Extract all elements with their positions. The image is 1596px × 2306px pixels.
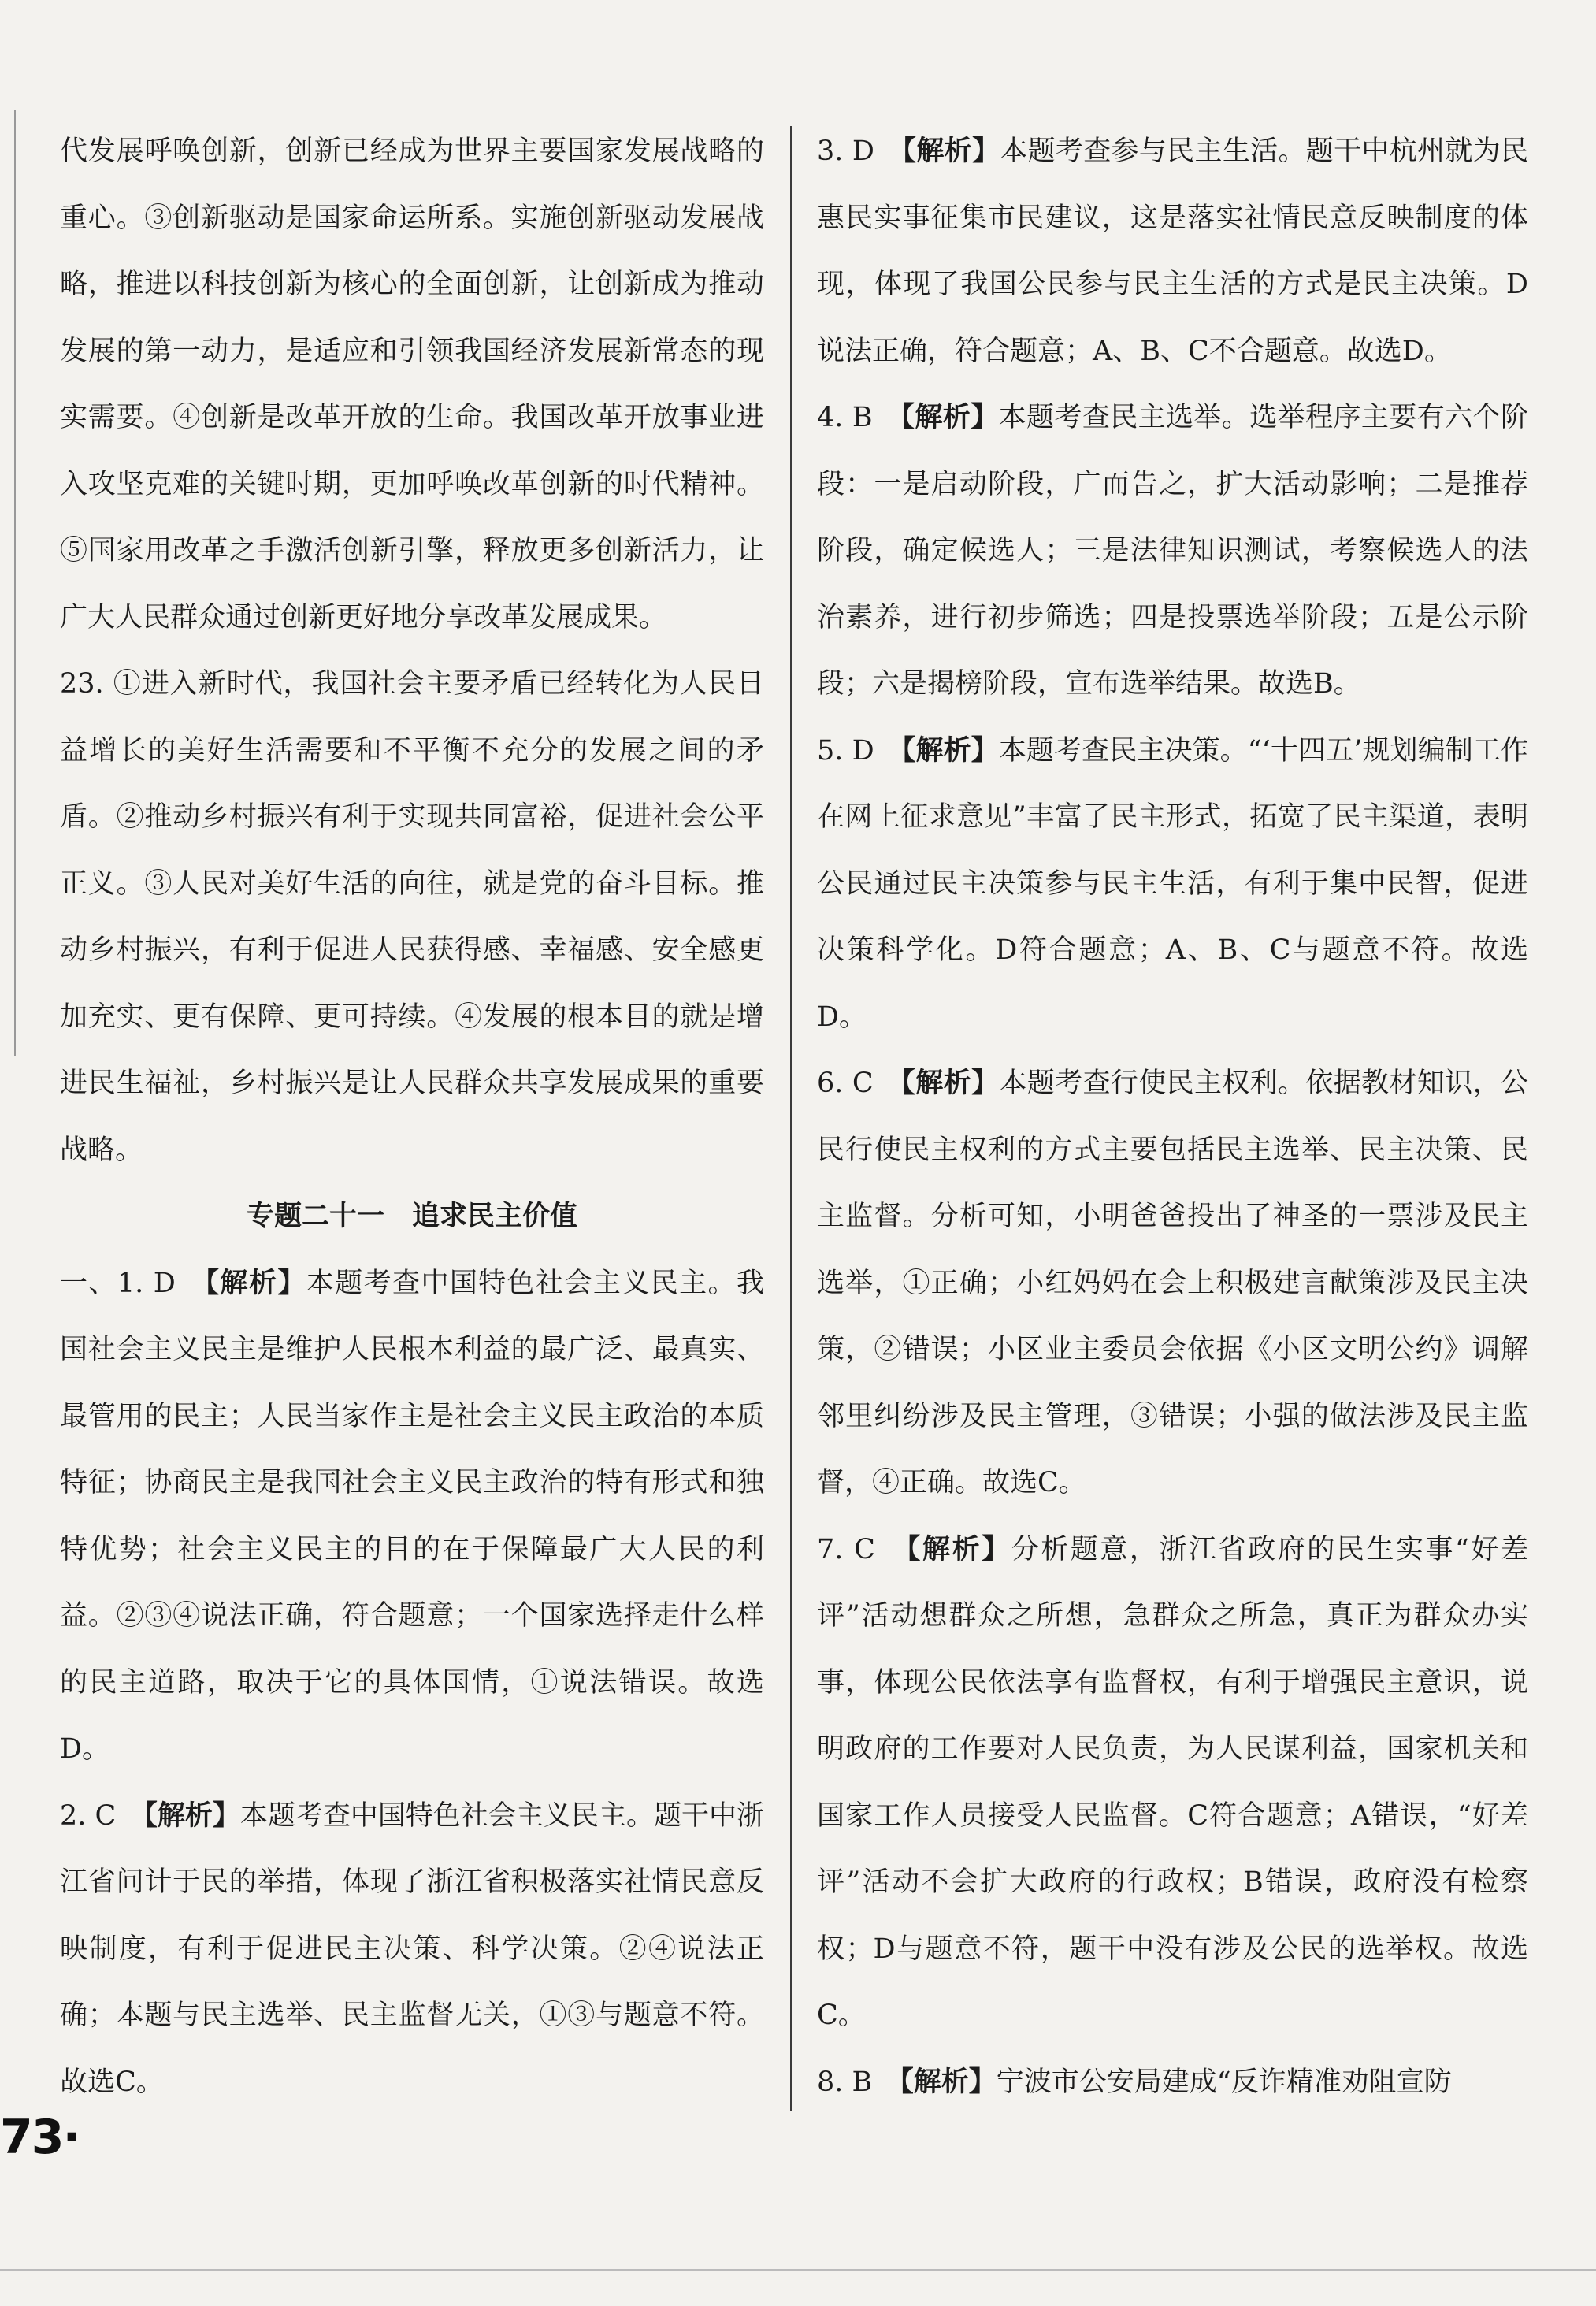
- analysis-tag: 【解析】: [900, 2066, 997, 2098]
- answer-item: 5. D 【解析】本题考查民主决策。“‘十四五’规划编制工作在网上征求意见”丰富了民主形式，拓宽了民主渠道，表明公民通过民主决策参与民主生活，有利于集中民智，促进决策科学化。D符合题意；A、B、C与题意不符。故选D。: [817, 734, 1528, 1033]
- analysis-tag: 【解析】: [900, 402, 999, 433]
- section-heading: 专题二十一 追求民主价值: [246, 1201, 577, 1232]
- analysis-tag: 【解析】: [902, 136, 1000, 167]
- answer-item: 3. D 【解析】本题考查参与民主生活。题干中杭州就为民惠民实事征集市民建议，这是落实社情民意反映制度的体现，体现了我国公民参与民主生活的方式是民主决策。D说法正确，符合题意；A、B、C不合题意。故选D。: [817, 136, 1528, 367]
- page-number: 73·: [0, 2110, 80, 2165]
- paragraph: 代发展呼唤创新，创新已经成为世界主要国家发展战略的重心。③创新驱动是国家命运所系。实施创新驱动发展战略，推进以科技创新为核心的全面创新，让创新成为推动发展的第一动力，是适应和引领我国经济发展新常态的现实需要。④创新是改革开放的生命。我国改革开放事业进入攻坚克难的关键时期，更加呼唤改革创新的时代精神。⑤国家用改革之手激活创新引擎，释放更多创新活力，让广大人民群众通过创新更好地分享改革发展成果。: [60, 136, 764, 633]
- analysis-tag: 【解析】: [205, 1267, 306, 1299]
- column-divider: [790, 126, 792, 2111]
- answer-item: 2. C 【解析】本题考查中国特色社会主义民主。题干中浙江省问计于民的举措，体现了浙江省积极落实社情民意反映制度，有利于促进民主决策、科学决策。②④说法正确；本题与民主选举、民主监督无关，①③与题意不符。故选C。: [60, 1799, 764, 2098]
- answer-item: 4. B 【解析】本题考查民主选举。选举程序主要有六个阶段：一是启动阶段，广而告之，扩大活动影响；二是推荐阶段，确定候选人；三是法律知识测试，考察候选人的法治素养，进行初步筛选；四是投票选举阶段；五是公示阶段；六是揭榜阶段，宣布选举结果。故选B。: [817, 402, 1528, 700]
- paragraph: 23. ①进入新时代，我国社会主要矛盾已经转化为人民日益增长的美好生活需要和不平衡不充分的发展之间的矛盾。②推动乡村振兴有利于实现共同富裕，促进社会公平正义。③人民对美好生活的向往，就是党的奋斗目标。推动乡村振兴，有利于促进人民获得感、幸福感、安全感更加充实、更有保障、更可持续。④发展的根本目的就是增进民生福祉，乡村振兴是让人民群众共享发展成果的重要战略。: [60, 668, 764, 1166]
- analysis-tag: 【解析】: [901, 734, 999, 767]
- analysis-tag: 【解析】: [143, 1799, 240, 1832]
- left-column: [60, 118, 764, 2115]
- answer-item: 6. C 【解析】本题考查行使民主权利。依据教材知识，公民行使民主权利的方式主要包括民主选举、民主决策、民主监督。分析可知，小明爸爸投出了神圣的一票涉及民主选举，①正确；小红妈妈在会上积极建言献策涉及民主决策，②错误；小区业主委员会依据《小区文明公约》调解邻里纠纷涉及民主管理，③错误；小强的做法涉及民主监督，④正确。故选C。: [817, 1068, 1528, 1498]
- answer-item: 7. C 【解析】分析题意，浙江省政府的民生实事“好差评”活动想群众之所想，急群众之所急，真正为群众办实事，体现公民依法享有监督权，有利于增强民主意识，说明政府的工作要对人民负责，为人民谋利益，国家机关和国家工作人员接受人民监督。C符合题意；A错误，“好差评”活动不会扩大政府的行政权；B错误，政府没有检察权；D与题意不符，题干中没有涉及公民的选举权。故选C。: [817, 1533, 1528, 2031]
- bottom-divider: [0, 2269, 1596, 2271]
- analysis-tag: 【解析】: [906, 1533, 1011, 1565]
- analysis-tag: 【解析】: [901, 1068, 1000, 1099]
- answer-item: 8. B 【解析】宁波市公安局建成“反诈精准劝阻宣防: [817, 2066, 1452, 2098]
- answer-item: 一、1. D 【解析】本题考查中国特色社会主义民主。我国社会主义民主是维护人民根本利益的最广泛、最真实、最管用的民主；人民当家作主是社会主义民主政治的本质特征；协商民主是我国社会主义民主政治的特有形式和独特优势；社会主义民主的目的在于保障最广大人民的利益。②③④说法正确，符合题意；一个国家选择走什么样的民主道路，取决于它的具体国情，①说法错误。故选D。: [60, 1267, 764, 1765]
- binding-edge-line: [14, 110, 16, 1056]
- right-column: [817, 118, 1528, 2115]
